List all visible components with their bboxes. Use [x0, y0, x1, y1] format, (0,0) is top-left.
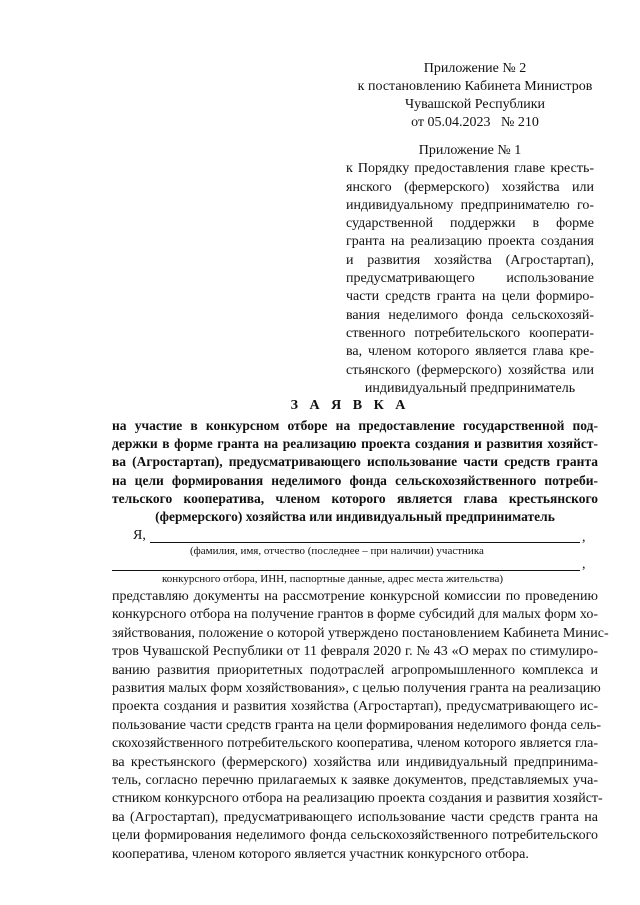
- form-subtitle: [112, 417, 598, 526]
- subtitle-line: на участие в конкурсном отборе на предоставление государственной под-: [112, 418, 598, 433]
- appendix-1-line: индивидуальный предприниматель: [364, 380, 576, 396]
- appendix-2-line: к постановлению Кабинета Министров: [357, 79, 593, 94]
- appendix-1-line: ва, членом которого является глава кре-: [346, 344, 594, 360]
- appendix-2-date-line: от 05.04.2023 № 210: [411, 115, 539, 130]
- applicant-prefix: Я,: [133, 528, 146, 543]
- applicant-details-field[interactable]: [112, 555, 580, 571]
- body-line: ва (Агростартап), предусматривающего использование части средств гранта на: [112, 809, 598, 825]
- body-line: ва крестьянского (фермерского) хозяйства или индивидуальный предпринима-: [112, 754, 598, 770]
- subtitle-line: ва (Агростартап), предусматривающего использование части средств гранта: [112, 454, 598, 470]
- appendix-2-header: [330, 60, 620, 132]
- body-line: представляю документы на рассмотрение конкурсной комиссии по проведению: [112, 589, 598, 604]
- appendix-1-line: ственного потребительского кооперати-: [346, 325, 594, 341]
- body-line: зяйствования, положение о которой утверждено постановлением Кабинета Минис-: [112, 625, 609, 641]
- body-line: тров Чувашской Республики от 11 февраля 2020 г. № 43 «О мерах по стимулиро-: [112, 644, 598, 660]
- appendix-1-heading: Приложение № 1: [418, 143, 522, 158]
- body-line: ванию развития приоритетных подотраслей агропромышленного комплекса и: [112, 662, 598, 678]
- appendix-2-line: Приложение № 2: [423, 61, 527, 76]
- subtitle-line: на цели формирования неделимого фонда сельскохозяйственного потреби-: [112, 472, 598, 488]
- field-comma: ,: [582, 557, 586, 572]
- body-line: пользование части средств гранта на цели формирования неделимого фонда сель-: [112, 717, 602, 733]
- appendix-1-line: стьянского (фермерского) хозяйства или: [346, 362, 594, 378]
- subtitle-line: тельского кооператива, членом которого является глава крестьянского: [112, 490, 598, 506]
- application-body: [112, 588, 609, 864]
- body-line: цели формирования неделимого фонда сельскохозяйственного потребительского: [112, 828, 598, 844]
- body-line: кооператива, членом которого является участник конкурсного отбора.: [112, 846, 529, 862]
- appendix-1-line: янского (фермерского) хозяйства или: [346, 179, 594, 195]
- body-line: скохозяйственного потребительского кооператива, членом которого является гла-: [112, 736, 598, 752]
- field-comma: ,: [582, 530, 586, 545]
- appendix-1-line: индивидуальному предпринимателю го-: [346, 197, 594, 213]
- body-line: конкурсного отбора на получение грантов в форме субсидий для малых форм хо-: [112, 607, 598, 623]
- body-line: развития малых форм хозяйствования», с целью получения гранта на реализацию: [112, 681, 601, 697]
- body-line: стником конкурсного отбора на реализацию проекта создания и развития хозяйст-: [112, 791, 603, 807]
- body-line: проекта создания и развития хозяйства (Агростартап), предусматривающего ис-: [112, 699, 598, 715]
- appendix-1-line: вания неделимого фонда сельскохозяй-: [346, 307, 594, 323]
- appendix-1-line: к Порядку предоставления главе кресть-: [346, 161, 594, 177]
- form-title: З А Я В К А: [290, 398, 410, 413]
- appendix-1-line: сударственной поддержки в форме: [346, 216, 594, 232]
- appendix-1-header: [346, 142, 594, 398]
- subtitle-line: держки в форме гранта на реализацию проекта создания и развития хозяйст-: [112, 436, 598, 452]
- details-field-caption: конкурсного отбора, ИНН, паспортные данные, адрес места жительства): [162, 573, 504, 585]
- name-field-caption: (фамилия, имя, отчество (последнее – при наличии) участника: [190, 545, 484, 557]
- subtitle-line: (фермерского) хозяйства или индивидуальный предприниматель: [155, 509, 555, 525]
- body-line: тель, согласно перечню прилагаемых к заявке документов, представляемых уча-: [112, 773, 598, 789]
- appendix-1-line: гранта на реализацию проекта создания: [346, 234, 594, 250]
- appendix-1-line: предусматривающего использование: [346, 271, 594, 287]
- appendix-1-line: и развития хозяйства (Агростартап),: [346, 252, 594, 268]
- appendix-1-line: части средств гранта на цели формиро-: [346, 289, 594, 305]
- appendix-2-line: Чувашской Республики: [404, 97, 546, 112]
- applicant-name-field[interactable]: [150, 527, 580, 543]
